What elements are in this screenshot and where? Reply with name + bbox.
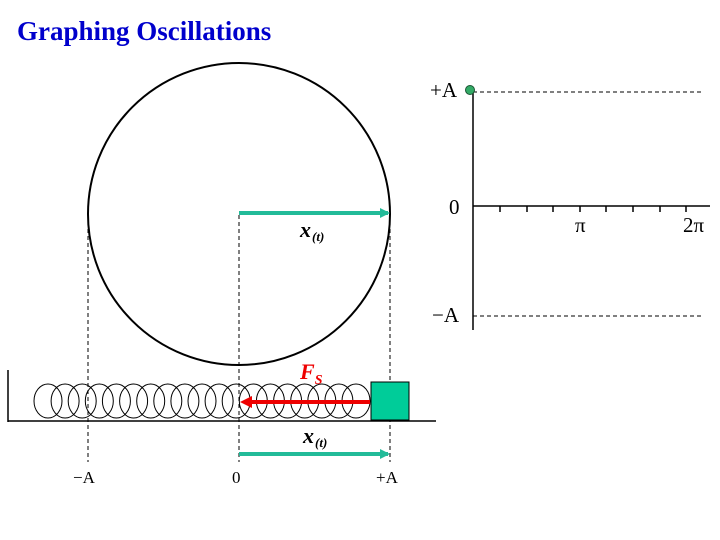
graph-label-minus-a: −A [432,303,460,327]
spring-coil [51,384,79,418]
spring-x-label: x(t) [303,423,328,450]
spring-block [371,382,409,420]
graph-label-2pi: 2π [683,213,705,237]
page-title: Graphing Oscillations [17,16,272,46]
graph-label-pi: π [575,213,586,237]
circle-x-label: x(t) [300,217,325,244]
spring-coil [68,384,96,418]
spring-coil [171,384,199,418]
spring-coil [222,384,250,418]
spring-force-label: $F_S$ [300,359,323,388]
graph-label-zero: 0 [449,195,460,219]
spring-label-minus-a: −A [73,468,95,487]
spring-label-plus-a: +A [376,468,398,487]
spring-coil [120,384,148,418]
spring-coil [188,384,216,418]
graph-start-point [466,86,475,95]
spring-coil [102,384,130,418]
graph-x-ticks [500,206,686,212]
spring-coil [137,384,165,418]
spring-label-zero: 0 [232,468,241,487]
spring-coil [154,384,182,418]
spring-coil [85,384,113,418]
spring-coil [34,384,62,418]
spring-coil [205,384,233,418]
graph-label-plus-a: +A [430,78,458,102]
